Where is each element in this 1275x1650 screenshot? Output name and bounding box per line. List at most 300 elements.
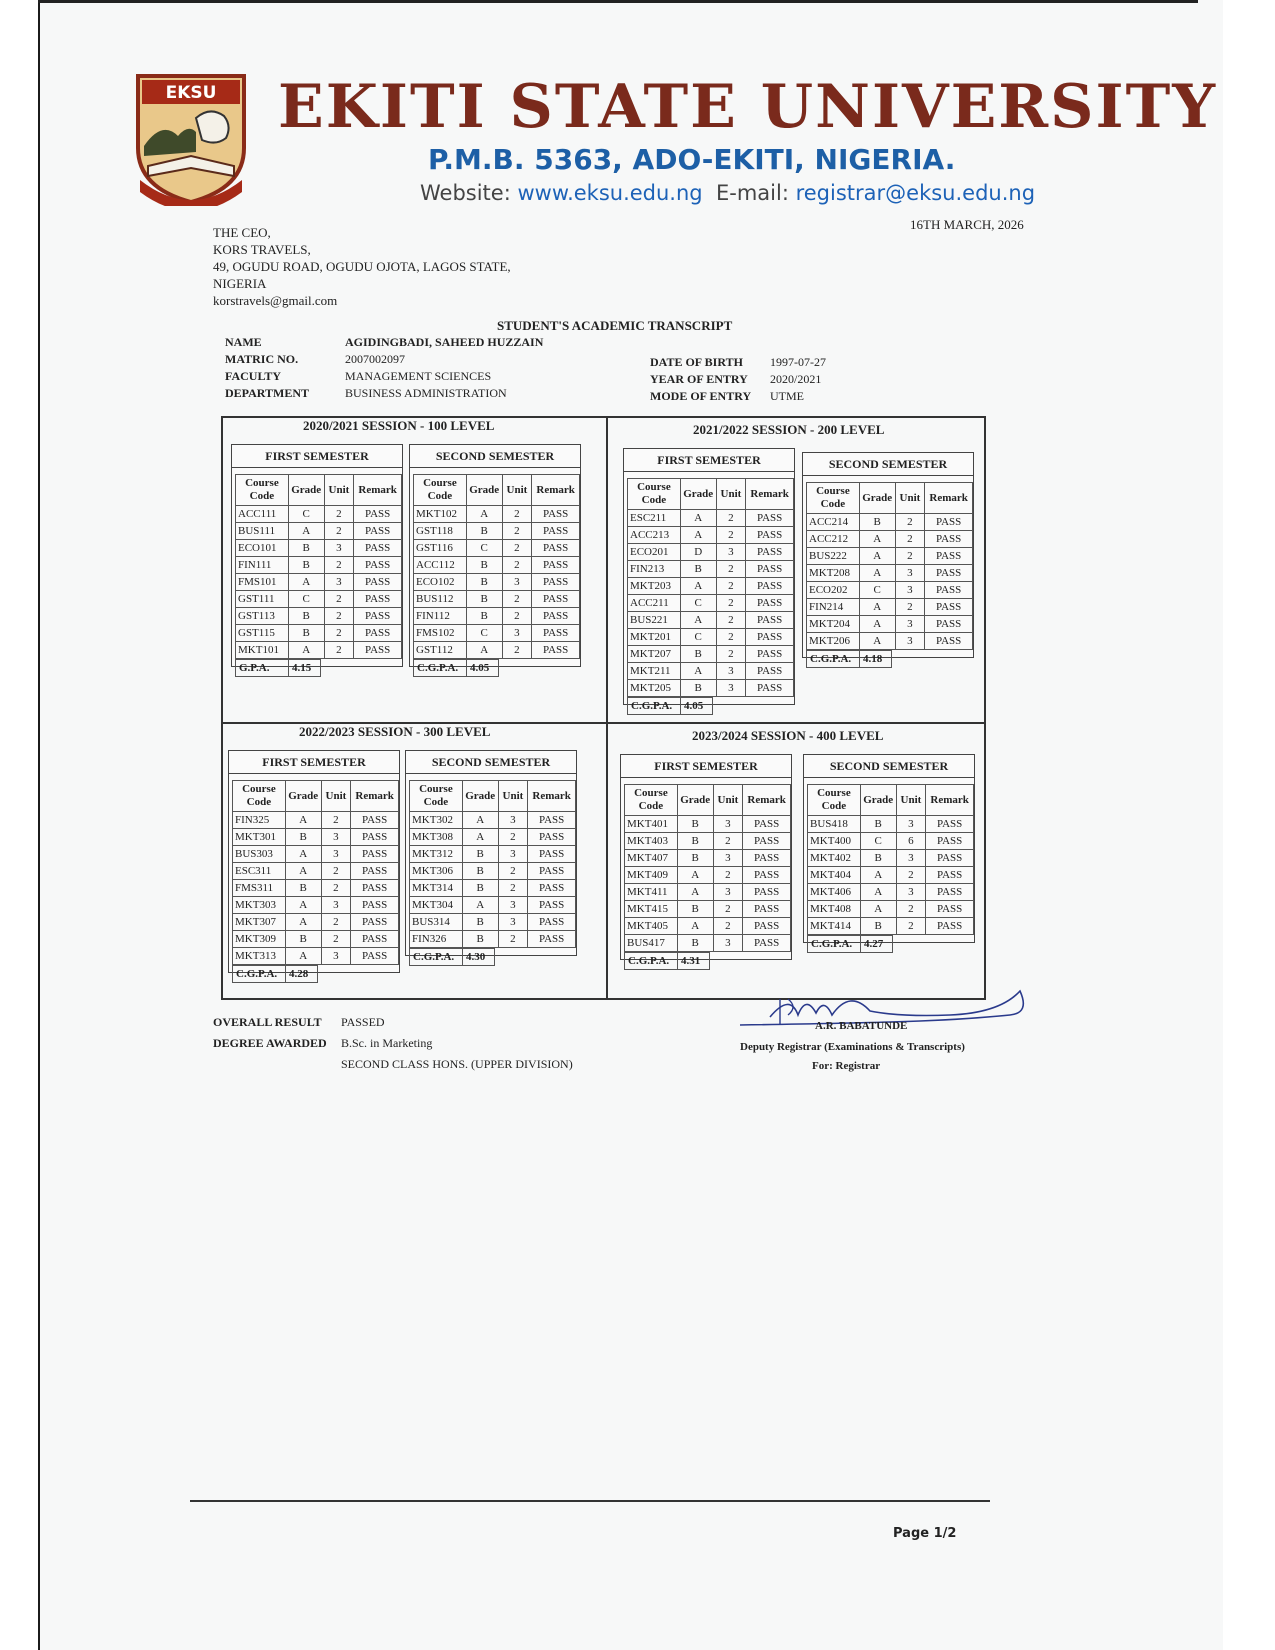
gpa-label: C.G.P.A. <box>232 965 286 983</box>
course-code-cell: MKT201 <box>628 629 681 646</box>
table-row <box>625 901 791 918</box>
unit-cell: 3 <box>324 574 354 591</box>
remark-cell: PASS <box>351 897 399 914</box>
entry-mode-label: MODE OF ENTRY <box>650 389 752 403</box>
remark-cell: PASS <box>354 506 402 523</box>
semester-title: FIRST SEMESTER <box>624 449 794 472</box>
remark-cell: PASS <box>925 633 973 650</box>
table-row <box>236 625 402 642</box>
footer-rule <box>190 1500 990 1502</box>
top-border <box>38 0 1198 3</box>
recipient-line: KORS TRAVELS, <box>213 242 311 257</box>
gpa-value: 4.31 <box>678 952 710 970</box>
table-row <box>807 616 973 633</box>
session-title: 2022/2023 SESSION - 300 LEVEL <box>299 724 491 739</box>
semester-box <box>409 444 581 674</box>
remark-cell: PASS <box>354 591 402 608</box>
column-header-unit: Unit <box>895 483 925 514</box>
matric-number: 2007002097 <box>345 352 405 366</box>
unit-cell: 3 <box>713 884 743 901</box>
course-code-cell: MKT301 <box>233 829 286 846</box>
remark-cell: PASS <box>925 582 973 599</box>
remark-cell: PASS <box>743 833 791 850</box>
remark-cell: PASS <box>926 850 974 867</box>
table-row <box>236 540 402 557</box>
remark-cell: PASS <box>925 531 973 548</box>
column-header-remark: Remark <box>351 781 399 812</box>
remark-cell: PASS <box>743 867 791 884</box>
transcript-grid <box>221 416 986 1000</box>
gpa-label: C.G.P.A. <box>409 948 463 966</box>
table-header-row <box>410 781 576 812</box>
grade-cell: D <box>680 544 716 561</box>
gpa-label: C.G.P.A. <box>807 935 861 953</box>
gpa-value: 4.18 <box>860 650 892 668</box>
remark-cell: PASS <box>528 846 576 863</box>
gpa-value: 4.15 <box>289 659 321 677</box>
table-row <box>414 506 580 523</box>
remark-cell: PASS <box>354 625 402 642</box>
column-header-remark: Remark <box>532 475 580 506</box>
column-header-grade: Grade <box>462 781 498 812</box>
unit-cell: 3 <box>716 680 746 697</box>
unit-cell: 3 <box>896 816 926 833</box>
course-code-cell: MKT314 <box>410 880 463 897</box>
table-row <box>236 574 402 591</box>
grade-cell: B <box>288 625 324 642</box>
table-row <box>233 897 399 914</box>
unit-cell: 2 <box>321 812 351 829</box>
remark-cell: PASS <box>925 565 973 582</box>
unit-cell: 2 <box>321 914 351 931</box>
unit-cell: 2 <box>713 833 743 850</box>
table-row <box>236 642 402 659</box>
signatory-for: For: Registrar <box>812 1060 881 1072</box>
table-row <box>807 565 973 582</box>
remark-cell: PASS <box>354 574 402 591</box>
unit-cell: 3 <box>895 633 925 650</box>
grade-cell: A <box>680 663 716 680</box>
course-code-cell: MKT409 <box>625 867 678 884</box>
table-row <box>628 646 794 663</box>
column-divider <box>606 418 608 998</box>
signatory-name: A.R. BABATUNDE <box>815 1020 908 1032</box>
grade-cell: C <box>466 540 502 557</box>
remark-cell: PASS <box>351 812 399 829</box>
remark-cell: PASS <box>925 514 973 531</box>
remark-cell: PASS <box>532 608 580 625</box>
unit-cell: 2 <box>896 867 926 884</box>
grade-cell: C <box>466 625 502 642</box>
gpa-row <box>624 952 791 970</box>
column-header-code: Course Code <box>233 781 286 812</box>
grade-cell: B <box>462 863 498 880</box>
faculty-value: MANAGEMENT SCIENCES <box>345 369 492 383</box>
table-row <box>410 812 576 829</box>
table-row <box>628 595 794 612</box>
table-row <box>414 625 580 642</box>
unit-cell: 3 <box>498 914 528 931</box>
table-row <box>410 829 576 846</box>
table-row <box>628 680 794 697</box>
grade-cell: A <box>680 612 716 629</box>
unit-cell: 2 <box>498 880 528 897</box>
dob-value: 1997-07-27 <box>770 355 826 369</box>
result-block <box>213 1012 573 1075</box>
university-name: EKITI STATE UNIVERSITY <box>278 72 1218 142</box>
unit-cell: 2 <box>713 918 743 935</box>
unit-cell: 2 <box>321 863 351 880</box>
column-header-remark: Remark <box>528 781 576 812</box>
website-link[interactable]: www.eksu.edu.ng <box>517 181 703 205</box>
grade-cell: B <box>288 557 324 574</box>
table-row <box>233 829 399 846</box>
remark-cell: PASS <box>743 884 791 901</box>
unit-cell: 2 <box>324 591 354 608</box>
table-row <box>233 948 399 965</box>
name-label: NAME <box>225 335 262 349</box>
course-code-cell: ACC111 <box>236 506 289 523</box>
table-row <box>808 901 974 918</box>
grade-cell: B <box>677 816 713 833</box>
table-row <box>625 850 791 867</box>
course-code-cell: FIN213 <box>628 561 681 578</box>
university-address: P.M.B. 5363, ADO-EKITI, NIGERIA. <box>428 143 956 176</box>
overall-result-value: PASSED <box>341 1015 385 1029</box>
course-code-cell: ECO201 <box>628 544 681 561</box>
unit-cell: 3 <box>321 846 351 863</box>
table-header-row <box>628 479 794 510</box>
table-row <box>807 582 973 599</box>
column-header-unit: Unit <box>498 781 528 812</box>
unit-cell: 3 <box>321 829 351 846</box>
session-title: 2020/2021 SESSION - 100 LEVEL <box>303 418 495 433</box>
table-row <box>414 642 580 659</box>
grade-cell: A <box>462 829 498 846</box>
unit-cell: 2 <box>713 901 743 918</box>
remark-cell: PASS <box>351 863 399 880</box>
table-row <box>236 523 402 540</box>
grades-table <box>807 784 974 935</box>
course-code-cell: FIN326 <box>410 931 463 948</box>
table-row <box>233 812 399 829</box>
gpa-value: 4.05 <box>467 659 499 677</box>
course-code-cell: ACC112 <box>414 557 467 574</box>
course-code-cell: FMS102 <box>414 625 467 642</box>
unit-cell: 2 <box>498 863 528 880</box>
remark-cell: PASS <box>746 510 794 527</box>
table-row <box>807 514 973 531</box>
remark-cell: PASS <box>532 506 580 523</box>
recipient-email[interactable]: korstravels@gmail.com <box>213 293 338 308</box>
column-header-code: Course Code <box>410 781 463 812</box>
semester-box <box>803 754 975 950</box>
grade-cell: C <box>288 591 324 608</box>
semester-title: FIRST SEMESTER <box>232 445 402 468</box>
table-row <box>414 523 580 540</box>
table-row <box>628 561 794 578</box>
course-code-cell: FMS101 <box>236 574 289 591</box>
grade-cell: A <box>462 897 498 914</box>
column-header-grade: Grade <box>466 475 502 506</box>
course-code-cell: MKT101 <box>236 642 289 659</box>
unit-cell: 2 <box>716 629 746 646</box>
table-row <box>807 599 973 616</box>
course-code-cell: BUS112 <box>414 591 467 608</box>
semester-box <box>620 754 792 967</box>
student-name: AGIDINGBADI, SAHEED HUZZAIN <box>345 335 544 349</box>
unit-cell: 2 <box>716 646 746 663</box>
column-header-code: Course Code <box>236 475 289 506</box>
grade-cell: A <box>462 812 498 829</box>
grades-table <box>409 780 576 948</box>
table-row <box>625 884 791 901</box>
remark-cell: PASS <box>528 897 576 914</box>
grade-cell: B <box>680 680 716 697</box>
remark-cell: PASS <box>746 646 794 663</box>
course-code-cell: MKT309 <box>233 931 286 948</box>
remark-cell: PASS <box>743 850 791 867</box>
course-code-cell: ACC213 <box>628 527 681 544</box>
unit-cell: 2 <box>895 599 925 616</box>
table-row <box>808 850 974 867</box>
course-code-cell: MKT402 <box>808 850 861 867</box>
unit-cell: 3 <box>713 935 743 952</box>
gpa-row <box>409 948 576 966</box>
grade-cell: A <box>860 901 896 918</box>
letter-date: 16TH MARCH, 2026 <box>910 217 1024 232</box>
table-row <box>628 510 794 527</box>
table-row <box>807 548 973 565</box>
course-code-cell: ACC211 <box>628 595 681 612</box>
degree-awarded-label: DEGREE AWARDED <box>213 1036 327 1050</box>
gpa-label: C.G.P.A. <box>806 650 860 668</box>
student-info-left <box>225 334 543 402</box>
remark-cell: PASS <box>351 829 399 846</box>
grade-cell: A <box>288 574 324 591</box>
page-number: Page 1/2 <box>893 1526 957 1541</box>
matric-label: MATRIC NO. <box>225 352 299 366</box>
email-label: E-mail: <box>715 181 796 205</box>
column-header-remark: Remark <box>743 785 791 816</box>
grade-cell: A <box>285 948 321 965</box>
table-row <box>628 527 794 544</box>
table-row <box>628 663 794 680</box>
table-row <box>236 557 402 574</box>
website-label: Website: <box>420 181 518 205</box>
course-code-cell: ESC211 <box>628 510 681 527</box>
gpa-label: G.P.A. <box>235 659 289 677</box>
unit-cell: 2 <box>895 531 925 548</box>
gpa-row <box>235 659 402 677</box>
recipient-line: NIGERIA <box>213 276 267 291</box>
remark-cell: PASS <box>926 816 974 833</box>
unit-cell: 3 <box>324 540 354 557</box>
unit-cell: 3 <box>502 574 532 591</box>
semester-title: FIRST SEMESTER <box>621 755 791 778</box>
semester-box <box>405 750 577 963</box>
table-row <box>625 816 791 833</box>
recipient-line: THE CEO, <box>213 225 271 240</box>
faculty-label: FACULTY <box>225 369 282 383</box>
grade-cell: A <box>677 918 713 935</box>
unit-cell: 2 <box>321 880 351 897</box>
grade-cell: B <box>466 591 502 608</box>
grade-cell: B <box>677 850 713 867</box>
table-header-row <box>236 475 402 506</box>
grade-cell: A <box>859 616 895 633</box>
student-info-right <box>650 354 826 405</box>
column-header-code: Course Code <box>807 483 860 514</box>
grade-cell: B <box>285 880 321 897</box>
email-link[interactable]: registrar@eksu.edu.ng <box>795 181 1036 205</box>
course-code-cell: GST112 <box>414 642 467 659</box>
table-row <box>233 863 399 880</box>
course-code-cell: GST118 <box>414 523 467 540</box>
unit-cell: 3 <box>713 850 743 867</box>
unit-cell: 2 <box>324 506 354 523</box>
grade-cell: B <box>677 935 713 952</box>
table-row <box>414 540 580 557</box>
department-value: BUSINESS ADMINISTRATION <box>345 386 507 400</box>
table-row <box>233 931 399 948</box>
column-header-unit: Unit <box>321 781 351 812</box>
column-header-grade: Grade <box>285 781 321 812</box>
table-row <box>808 867 974 884</box>
unit-cell: 2 <box>896 918 926 935</box>
course-code-cell: FIN325 <box>233 812 286 829</box>
course-code-cell: FIN214 <box>807 599 860 616</box>
unit-cell: 2 <box>502 591 532 608</box>
course-code-cell: MKT102 <box>414 506 467 523</box>
semester-title: SECOND SEMESTER <box>803 453 973 476</box>
entry-year-value: 2020/2021 <box>770 372 822 386</box>
grade-cell: B <box>466 574 502 591</box>
unit-cell: 2 <box>716 527 746 544</box>
recipient-line: 49, OGUDU ROAD, OGUDU OJOTA, LAGOS STATE, <box>213 259 511 274</box>
remark-cell: PASS <box>926 833 974 850</box>
semester-box <box>802 452 974 665</box>
table-row <box>410 897 576 914</box>
unit-cell: 6 <box>896 833 926 850</box>
grade-cell: A <box>680 510 716 527</box>
unit-cell: 3 <box>716 544 746 561</box>
unit-cell: 2 <box>324 625 354 642</box>
table-header-row <box>233 781 399 812</box>
remark-cell: PASS <box>354 557 402 574</box>
course-code-cell: MKT411 <box>625 884 678 901</box>
course-code-cell: BUS418 <box>808 816 861 833</box>
unit-cell: 2 <box>502 506 532 523</box>
remark-cell: PASS <box>746 663 794 680</box>
degree-class: SECOND CLASS HONS. (UPPER DIVISION) <box>341 1057 573 1071</box>
unit-cell: 2 <box>502 642 532 659</box>
grades-table <box>232 780 399 965</box>
grade-cell: A <box>860 884 896 901</box>
table-row <box>628 544 794 561</box>
gpa-label: C.G.P.A. <box>413 659 467 677</box>
grade-cell: A <box>285 846 321 863</box>
unit-cell: 2 <box>324 608 354 625</box>
remark-cell: PASS <box>926 867 974 884</box>
table-row <box>410 846 576 863</box>
grade-cell: B <box>288 608 324 625</box>
unit-cell: 2 <box>716 612 746 629</box>
remark-cell: PASS <box>926 884 974 901</box>
course-code-cell: GST111 <box>236 591 289 608</box>
table-header-row <box>625 785 791 816</box>
grades-table <box>624 784 791 952</box>
unit-cell: 3 <box>498 846 528 863</box>
table-row <box>625 867 791 884</box>
course-code-cell: MKT403 <box>625 833 678 850</box>
grade-cell: C <box>288 506 324 523</box>
remark-cell: PASS <box>746 578 794 595</box>
course-code-cell: MKT303 <box>233 897 286 914</box>
grade-cell: B <box>285 931 321 948</box>
gpa-value: 4.05 <box>681 697 713 715</box>
contact-line <box>420 181 1035 205</box>
table-row <box>414 608 580 625</box>
semester-title: FIRST SEMESTER <box>229 751 399 774</box>
grade-cell: A <box>859 531 895 548</box>
course-code-cell: FIN111 <box>236 557 289 574</box>
column-header-grade: Grade <box>288 475 324 506</box>
table-row <box>414 557 580 574</box>
grade-cell: A <box>285 863 321 880</box>
course-code-cell: MKT415 <box>625 901 678 918</box>
course-code-cell: BUS314 <box>410 914 463 931</box>
crest-text: EKSU <box>165 83 217 103</box>
course-code-cell: ACC214 <box>807 514 860 531</box>
gpa-label: C.G.P.A. <box>627 697 681 715</box>
unit-cell: 3 <box>502 625 532 642</box>
column-header-code: Course Code <box>625 785 678 816</box>
table-row <box>628 629 794 646</box>
grade-cell: A <box>859 548 895 565</box>
semester-title: SECOND SEMESTER <box>406 751 576 774</box>
remark-cell: PASS <box>746 561 794 578</box>
grade-cell: A <box>285 897 321 914</box>
remark-cell: PASS <box>743 901 791 918</box>
remark-cell: PASS <box>351 914 399 931</box>
unit-cell: 2 <box>713 867 743 884</box>
table-row <box>233 846 399 863</box>
unit-cell: 3 <box>713 816 743 833</box>
remark-cell: PASS <box>354 608 402 625</box>
table-row <box>807 633 973 650</box>
remark-cell: PASS <box>351 948 399 965</box>
gpa-row <box>807 935 974 953</box>
unit-cell: 2 <box>321 931 351 948</box>
semester-title: SECOND SEMESTER <box>410 445 580 468</box>
course-code-cell: MKT312 <box>410 846 463 863</box>
table-row <box>808 884 974 901</box>
table-row <box>233 880 399 897</box>
remark-cell: PASS <box>743 816 791 833</box>
remark-cell: PASS <box>926 918 974 935</box>
remark-cell: PASS <box>528 914 576 931</box>
grade-cell: B <box>860 918 896 935</box>
remark-cell: PASS <box>528 931 576 948</box>
course-code-cell: MKT208 <box>807 565 860 582</box>
grade-cell: A <box>859 599 895 616</box>
table-row <box>628 612 794 629</box>
course-code-cell: MKT407 <box>625 850 678 867</box>
grade-cell: B <box>462 914 498 931</box>
grade-cell: B <box>677 901 713 918</box>
gpa-value: 4.28 <box>286 965 318 983</box>
